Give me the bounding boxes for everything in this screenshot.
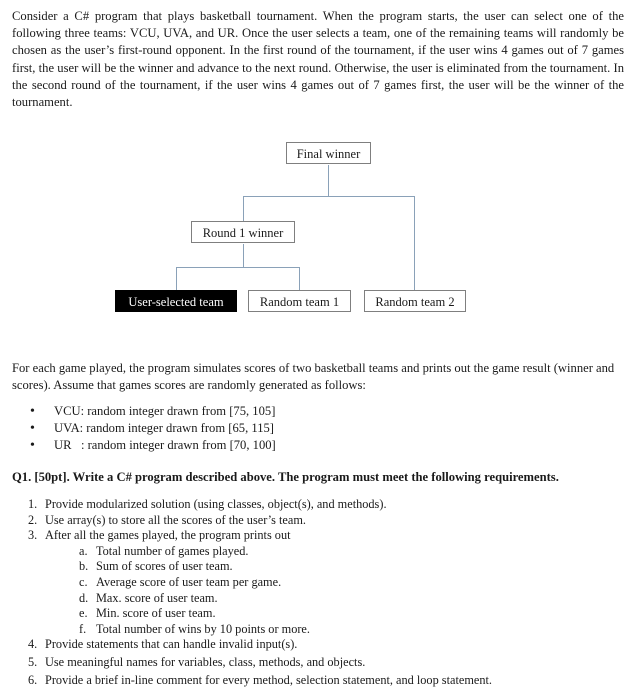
final-winner-box: Final winner <box>286 142 371 164</box>
sub-item-letter: d. <box>79 590 89 605</box>
requirement-number: 2. <box>28 512 38 527</box>
sub-item-text: Total number of games played. <box>96 543 249 558</box>
connector-to-random2 <box>414 196 415 290</box>
connector-to-round1 <box>243 196 244 221</box>
connector-to-random1 <box>299 267 300 290</box>
requirement-text: Use array(s) to store all the scores of the user’s team. <box>45 512 306 527</box>
requirements-list <box>28 497 492 688</box>
connector-to-user-team <box>176 267 177 290</box>
sub-item <box>45 622 492 638</box>
round1-winner-box: Round 1 winner <box>191 221 295 243</box>
score-range-vcu: • VCU: random integer drawn from [75, 105] <box>30 403 276 420</box>
requirement-text: Provide modularized solution (using classes, object(s), and methods). <box>45 497 387 511</box>
sub-item <box>45 606 492 622</box>
requirement-item <box>28 528 492 637</box>
sub-item <box>45 544 492 560</box>
sub-item-text: Total number of wins by 10 points or more. <box>96 621 310 636</box>
sub-item-letter: c. <box>79 574 88 589</box>
user-selected-team-box: User-selected team <box>115 290 237 312</box>
requirement-item <box>28 497 492 513</box>
game-simulation-paragraph: For each game played, the program simulates scores of two basketball teams and prints out the game result (winner and scores). Assume that games scores are randomly generated as follows: <box>12 361 615 392</box>
sub-item-letter: a. <box>79 543 88 558</box>
requirement-number: 1. <box>28 497 38 511</box>
random-team-2-box: Random team 2 <box>364 290 466 312</box>
connector-final-down <box>328 165 329 197</box>
sub-item-letter: e. <box>79 606 88 621</box>
sub-item-text: Min. score of user team. <box>96 606 216 621</box>
connector-round1-horizontal <box>176 267 300 268</box>
requirement-item <box>28 637 492 653</box>
requirement-item <box>28 655 492 671</box>
requirement-text: Provide a brief in-line comment for every method, selection statement, and loop statement. <box>45 672 492 687</box>
sub-item-letter: f. <box>79 621 87 636</box>
requirement-number: 3. <box>28 528 38 543</box>
connector-round1-down <box>243 244 244 268</box>
sub-item-text: Sum of scores of user team. <box>96 559 233 574</box>
requirement-number: 4. <box>28 637 38 652</box>
requirement-text: Provide statements that can handle invalid input(s). <box>45 637 298 652</box>
requirement-item <box>28 673 492 689</box>
question-heading: Q1. [50pt]. Write a C# program described above. The program must meet the following requirements. <box>12 470 559 484</box>
requirement-number: 5. <box>28 654 38 669</box>
requirement-text: After all the games played, the program prints out <box>45 528 291 543</box>
sub-item <box>45 559 492 575</box>
score-range-ur: • UR : random integer drawn from [70, 100] <box>30 437 276 454</box>
sub-item <box>45 575 492 591</box>
sub-item-text: Max. score of user team. <box>96 590 218 605</box>
sub-item-text: Average score of user team per game. <box>96 574 282 589</box>
intro-paragraph: Consider a C# program that plays basketball tournament. When the program starts, the user can select one of the following three teams: VCU, UVA, and UR. Once the user selects a team, one of the remaining teams will randomly be chosen as the user’s first-round opponent. In the first round of the tournament, if the user wins 4 games out of 7 games first, the user will be the winner and advance to the next round. Otherwise, the user is eliminated from the tournament. In the second round of the tournament, if the user wins 4 games out of 7 games first, the user will be the winner of the tournament. <box>12 9 624 110</box>
requirement-number: 6. <box>28 672 38 687</box>
score-range-list <box>30 403 276 454</box>
sub-item-letter: b. <box>79 559 89 574</box>
tournament-bracket-diagram <box>0 0 634 340</box>
sub-item <box>45 591 492 607</box>
requirement-text: Use meaningful names for variables, class, methods, and objects. <box>45 654 366 669</box>
random-team-1-box: Random team 1 <box>248 290 351 312</box>
connector-round2-horizontal <box>243 196 415 197</box>
score-range-uva: • UVA: random integer drawn from [65, 115] <box>30 420 276 437</box>
requirement-item <box>28 513 492 529</box>
output-sublist <box>45 544 492 638</box>
